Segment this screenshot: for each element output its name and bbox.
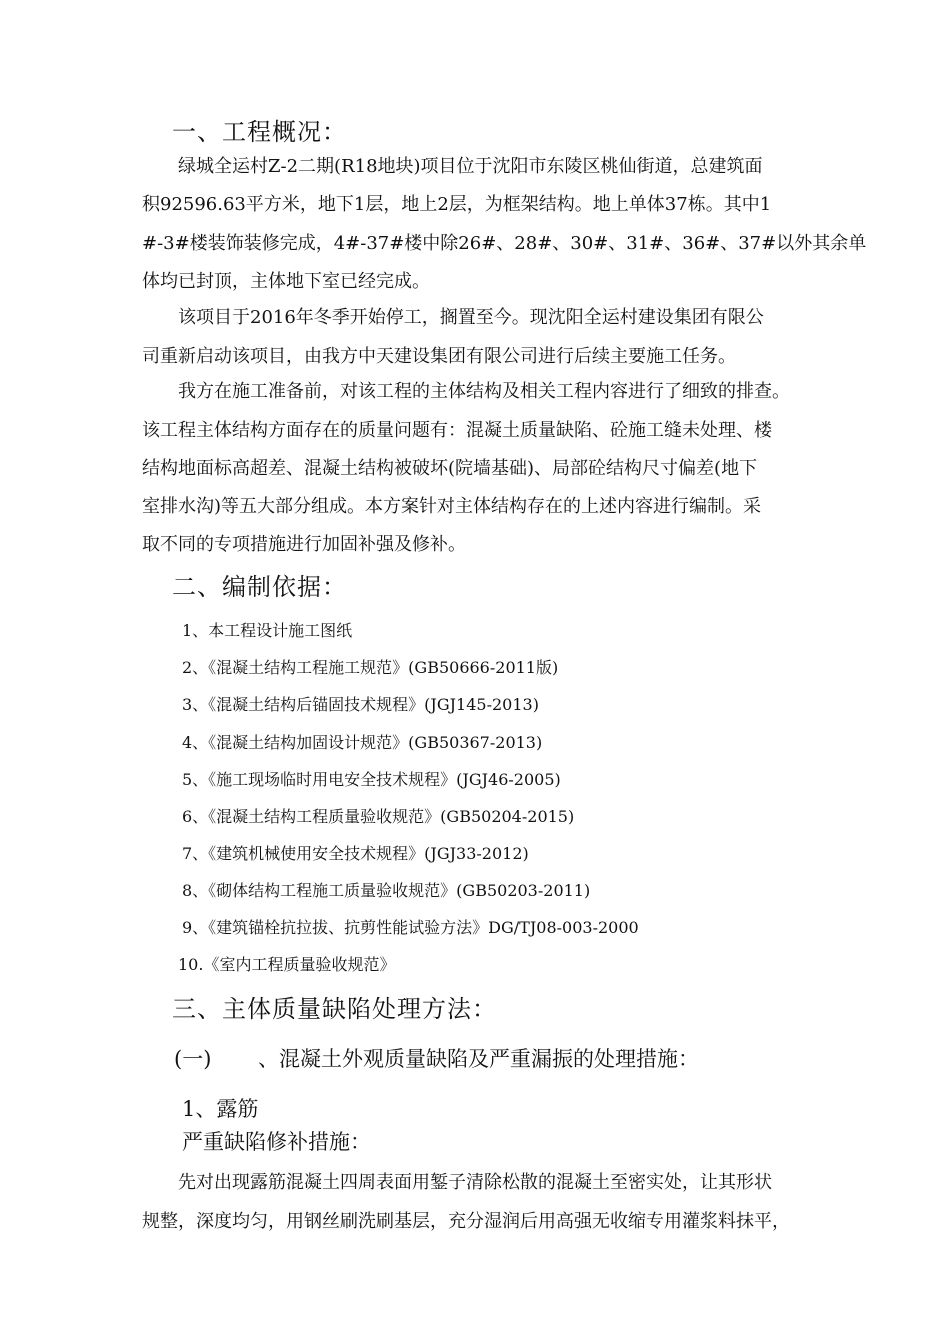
subsection-title: 、混凝土外观质量缺陷及严重漏振的处理措施： bbox=[258, 1047, 699, 1071]
reference-item: 6、《混凝土结构工程质量验收规范》(GB50204-2015) bbox=[182, 807, 575, 826]
paragraph-line: 室排水沟)等五大部分组成。本方案针对主体结构存在的上述内容进行编制。采 bbox=[142, 496, 762, 517]
paragraph-line: 我方在施工准备前，对该工程的主体结构及相关工程内容进行了细致的排查。 bbox=[178, 381, 790, 402]
reference-item: 8、《砌体结构工程施工质量验收规范》(GB50203-2011) bbox=[182, 881, 591, 900]
paragraph-line: 先对出现露筋混凝土四周表面用錾子清除松散的混凝土至密实处，让其形状 bbox=[178, 1172, 772, 1193]
reference-item: 3、《混凝土结构后锚固技术规程》(JGJ145-2013) bbox=[182, 695, 539, 714]
section-heading-basis: 二、编制依据： bbox=[172, 573, 347, 601]
reference-item: 7、《建筑机械使用安全技术规程》(JGJ33-2012) bbox=[182, 844, 529, 863]
paragraph-line: 体均已封顶，主体地下室已经完成。 bbox=[142, 271, 430, 292]
paragraph-line: 该工程主体结构方面存在的质量问题有：混凝土质量缺陷、砼施工缝未处理、楼 bbox=[142, 420, 772, 441]
section-heading-methods: 三、主体质量缺陷处理方法： bbox=[172, 995, 497, 1023]
measure-heading: 严重缺陷修补措施： bbox=[182, 1130, 371, 1154]
section-heading-overview: 一、工程概况： bbox=[172, 118, 347, 146]
paragraph-line: 规整，深度均匀，用钢丝刷洗刷基层，充分湿润后用高强无收缩专用灌浆料抹平， bbox=[142, 1211, 790, 1232]
paragraph-line: 绿城全运村Z-2二期(R18地块)项目位于沈阳市东陵区桃仙街道，总建筑面 bbox=[178, 156, 763, 177]
paragraph-line: 司重新启动该项目，由我方中天建设集团有限公司进行后续主要施工任务。 bbox=[142, 346, 736, 367]
paragraph-line: 积92596.63平方米，地下1层，地上2层，为框架结构。地上单体37栋。其中1 bbox=[142, 194, 772, 215]
paragraph-line: 结构地面标高超差、混凝土结构被破坏(院墙基础)、局部砼结构尺寸偏差(地下 bbox=[142, 458, 758, 479]
reference-item: 1、本工程设计施工图纸 bbox=[182, 621, 353, 640]
subsection-number: (一) bbox=[174, 1047, 212, 1071]
reference-item: 2、《混凝土结构工程施工规范》(GB50666-2011版) bbox=[182, 658, 559, 677]
reference-item: 10.《室内工程质量验收规范》 bbox=[178, 955, 396, 974]
reference-item: 9、《建筑锚栓抗拉拔、抗剪性能试验方法》DG/TJ08-003-2000 bbox=[182, 918, 639, 937]
paragraph-line: 取不同的专项措施进行加固补强及修补。 bbox=[142, 534, 466, 555]
paragraph-line: 该项目于2016年冬季开始停工，搁置至今。现沈阳全运村建设集团有限公 bbox=[178, 307, 764, 328]
reference-item: 5、《施工现场临时用电安全技术规程》(JGJ46-2005) bbox=[182, 770, 561, 789]
item-heading: 1、露筋 bbox=[182, 1097, 259, 1121]
reference-item: 4、《混凝土结构加固设计规范》(GB50367-2013) bbox=[182, 733, 543, 752]
paragraph-line: #-3#楼装饰装修完成，4#-37#楼中除26#、28#、30#、31#、36#、37#以外其余单 bbox=[142, 233, 867, 254]
